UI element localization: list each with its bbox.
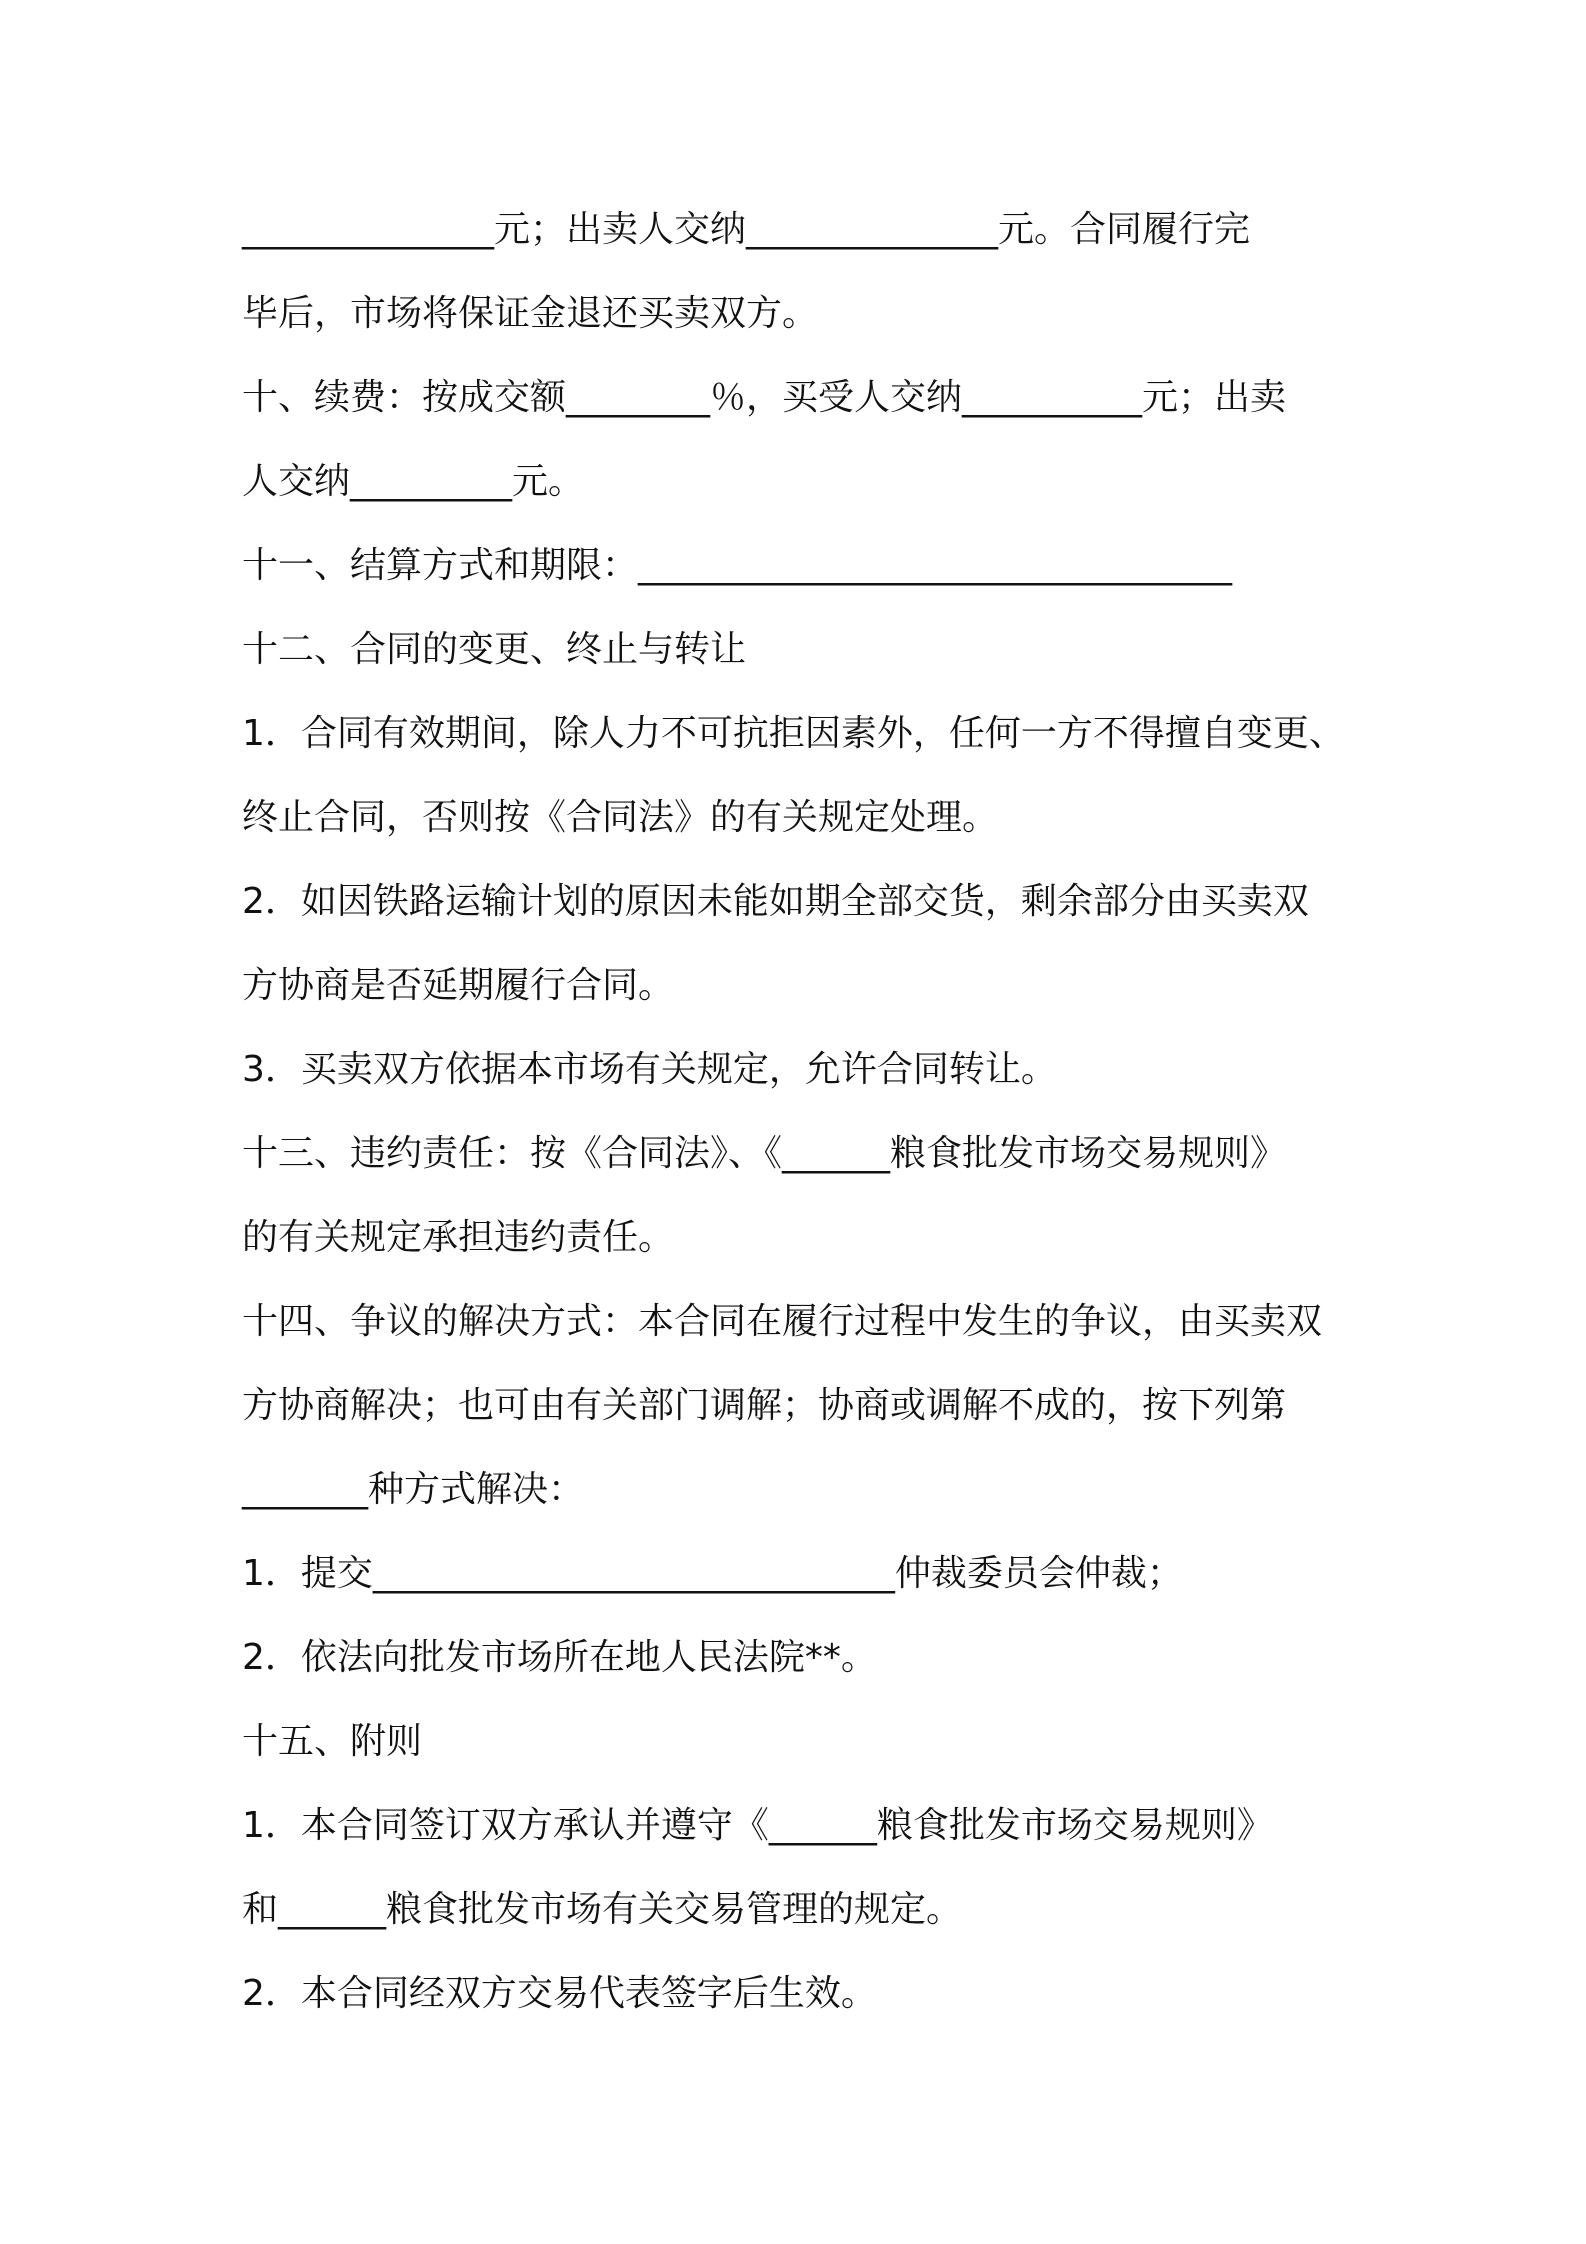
text-line-clause-15-item-2: 2．本合同经双方交易代表签字后生效。: [242, 1973, 877, 2014]
text-line-clause-11-settlement: 十一、结算方式和期限：_________________________________: [242, 545, 1233, 586]
text-line-clause-15-item-1b: 和______粮食批发市场有关交易管理的规定。: [242, 1889, 963, 1930]
text-line-clause-12-item-2b: 方协商是否延期履行合同。: [242, 965, 675, 1006]
text-line-clause-10-seller-fee: 人交纳_________元。: [242, 461, 585, 502]
contract-text: [242, 188, 1372, 2036]
text-line-clause-12-item-1a: 1．合同有效期间，除人力不可抗拒因素外，任何一方不得擅自变更、: [242, 713, 1345, 754]
text-line-deposit-return: 毕后，市场将保证金退还买卖双方。: [242, 293, 819, 334]
text-line-clause-14-item-2: 2．依法向批发市场所在地人民法院**。: [242, 1637, 877, 1678]
text-line-clause-14c: _______种方式解决：: [242, 1469, 585, 1510]
heading-clause-12: 十二、合同的变更、终止与转让: [242, 629, 747, 670]
text-line-clause-14-item-1: 1．提交_____________________________仲裁委员会仲裁；: [242, 1553, 1183, 1594]
text-line-clause-12-item-2a: 2．如因铁路运输计划的原因未能如期全部交货，剩余部分由买卖双: [242, 881, 1309, 922]
text-line-clause-12-item-1b: 终止合同，否则按《合同法》的有关规定处理。: [242, 797, 999, 838]
text-line-clause-15-item-1a: 1．本合同签订双方承认并遵守《______粮食批发市场交易规则》: [242, 1805, 1273, 1846]
text-line-clause-13a: 十三、违约责任：按《合同法》、《______粮食批发市场交易规则》: [242, 1133, 1287, 1174]
text-line-clause-10-fee: 十、续费：按成交额________％，买受人交纳__________元；出卖: [242, 377, 1287, 418]
text-line-clause-14a: 十四、争议的解决方式：本合同在履行过程中发生的争议，由买卖双: [242, 1301, 1323, 1342]
text-line-clause-12-item-3: 3．买卖双方依据本市场有关规定，允许合同转让。: [242, 1049, 1057, 1090]
heading-clause-15: 十五、附则: [242, 1721, 423, 1762]
text-line-clause-13b: 的有关规定承担违约责任。: [242, 1217, 675, 1258]
text-line-clause-14b: 方协商解决；也可由有关部门调解；协商或调解不成的，按下列第: [242, 1385, 1287, 1426]
text-line-deposit-amounts: ______________元；出卖人交纳______________元。合同履行完: [242, 209, 1251, 250]
